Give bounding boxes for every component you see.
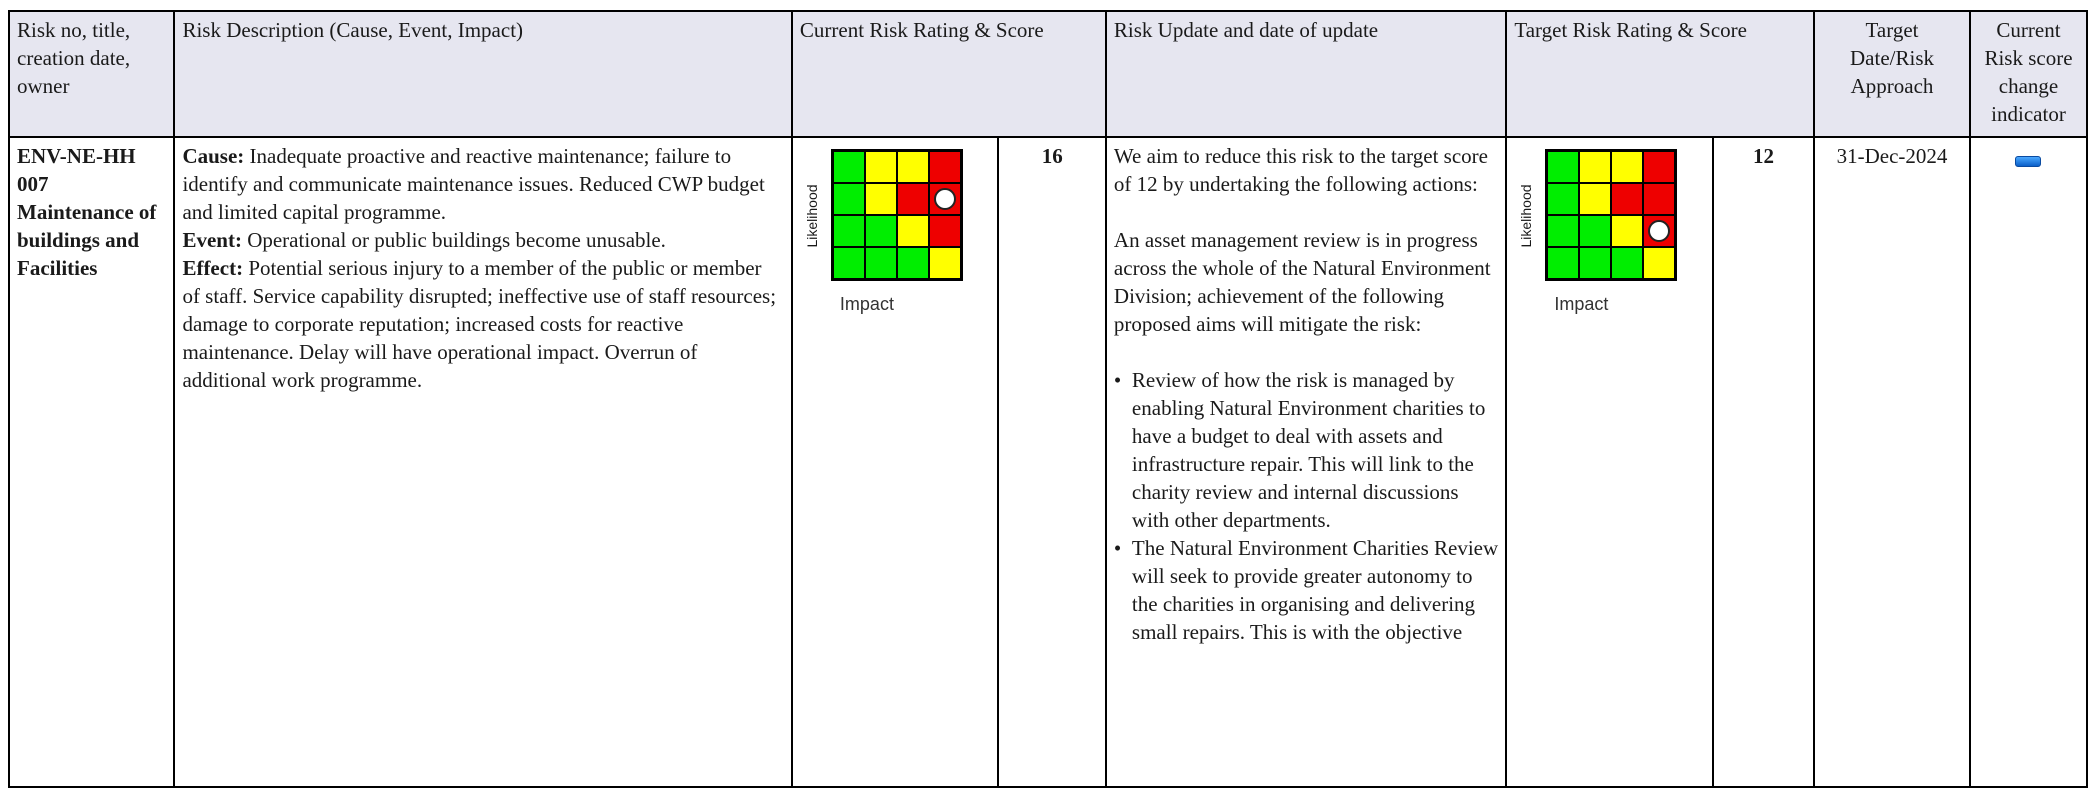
blue-dash-icon [2015,156,2041,167]
risk-id: ENV-NE-HH 007 [17,144,136,196]
heatmap-cell [1611,151,1643,183]
heatmap-cell [1579,247,1611,279]
risk-update-cell [1106,137,1506,787]
heatmap-cell [833,247,865,279]
effect-text: Potential serious injury to a member of the public or member of staff. Service capability disrupted; ineffective use of staff resources; damage to corporate reputation; increased costs for reactive maintenance. Delay will have operational impact. Overrun of additional work programme. [182,256,777,392]
risk-id-cell [9,137,174,787]
heatmap-cell [865,215,897,247]
risk-position-marker [1648,220,1670,242]
heatmap-cell [1579,151,1611,183]
change-indicator-cell [1970,137,2087,787]
heatmap-cell [1643,247,1675,279]
heatmap-cell [1547,151,1579,183]
target-risk-heatmap [1514,146,1684,316]
likelihood-label: Likelihood [1518,184,1535,248]
current-risk-heatmap [800,146,970,316]
risk-title: Maintenance of buildings and Facilities [17,200,157,280]
heatmap-cell [865,247,897,279]
risk-description-cell [174,137,791,787]
header-target-date: Target Date/Risk Approach [1814,11,1970,137]
header-update: Risk Update and date of update [1106,11,1506,137]
target-date: 31-Dec-2024 [1814,137,1970,787]
effect-label: Effect: [182,256,244,280]
header-description: Risk Description (Cause, Event, Impact) [174,11,791,137]
event-text: Operational or public buildings become unusable. [241,228,666,252]
cause-text: Inadequate proactive and reactive maintenance; failure to identify and communicate maintenance issues. Reduced CWP budget and limited capital programme. [182,144,765,224]
heatmap-cell [897,247,929,279]
heatmap-cell [1611,183,1643,215]
heatmap-cell [929,247,961,279]
heatmap-cell [1611,247,1643,279]
heatmap-cell [865,151,897,183]
likelihood-label: Likelihood [803,184,820,248]
table-row [9,137,2087,787]
heatmap-cell [833,183,865,215]
event-label: Event: [182,228,242,252]
impact-label: Impact [1554,294,1609,314]
current-heatmap-cell [792,137,999,787]
target-heatmap-grid [1545,149,1677,281]
risk-register-table [8,10,2088,788]
heatmap-cell [1579,215,1611,247]
heatmap-cell [1643,151,1675,183]
heatmap-cell [929,215,961,247]
heatmap-cell [897,215,929,247]
update-paragraph: An asset management review is in progress across the whole of the Natural Environment Division; achievement of the following proposed aims will mitigate the risk: [1113,228,1491,336]
heatmap-cell [865,183,897,215]
list-item: • Review of how the risk is managed by enabling Natural Environment charities to have a budget to deal with assets and infrastructure repair. This will link to the charity review and internal discussions with other departments. [1114,366,1498,534]
header-current-rating: Current Risk Rating & Score [792,11,1106,137]
impact-label: Impact [839,294,894,314]
header-target-rating: Target Risk Rating & Score [1506,11,1814,137]
header-row [9,11,2087,137]
heatmap-cell [1643,215,1675,247]
heatmap-cell [833,151,865,183]
list-item: • The Natural Environment Charities Review will seek to provide greater autonomy to the charities in organising and delivering small repairs. This is with the objective [1114,534,1498,646]
current-heatmap-grid [831,149,963,281]
target-heatmap-cell [1506,137,1713,787]
target-score: 12 [1713,137,1814,787]
heatmap-cell [929,183,961,215]
heatmap-cell [833,215,865,247]
heatmap-cell [1547,247,1579,279]
heatmap-cell [897,151,929,183]
header-risk-no: Risk no, title, creation date, owner [9,11,174,137]
heatmap-cell [1579,183,1611,215]
heatmap-cell [1643,183,1675,215]
heatmap-cell [1547,215,1579,247]
heatmap-cell [929,151,961,183]
heatmap-cell [897,183,929,215]
heatmap-cell [1547,183,1579,215]
current-score: 16 [998,137,1105,787]
update-action-list [1114,366,1498,646]
risk-position-marker [934,188,956,210]
heatmap-cell [1611,215,1643,247]
header-change-indicator: Current Risk score change indicator [1970,11,2087,137]
update-intro: We aim to reduce this risk to the target score of 12 by undertaking the following actions: [1113,144,1488,196]
cause-label: Cause: [182,144,245,168]
